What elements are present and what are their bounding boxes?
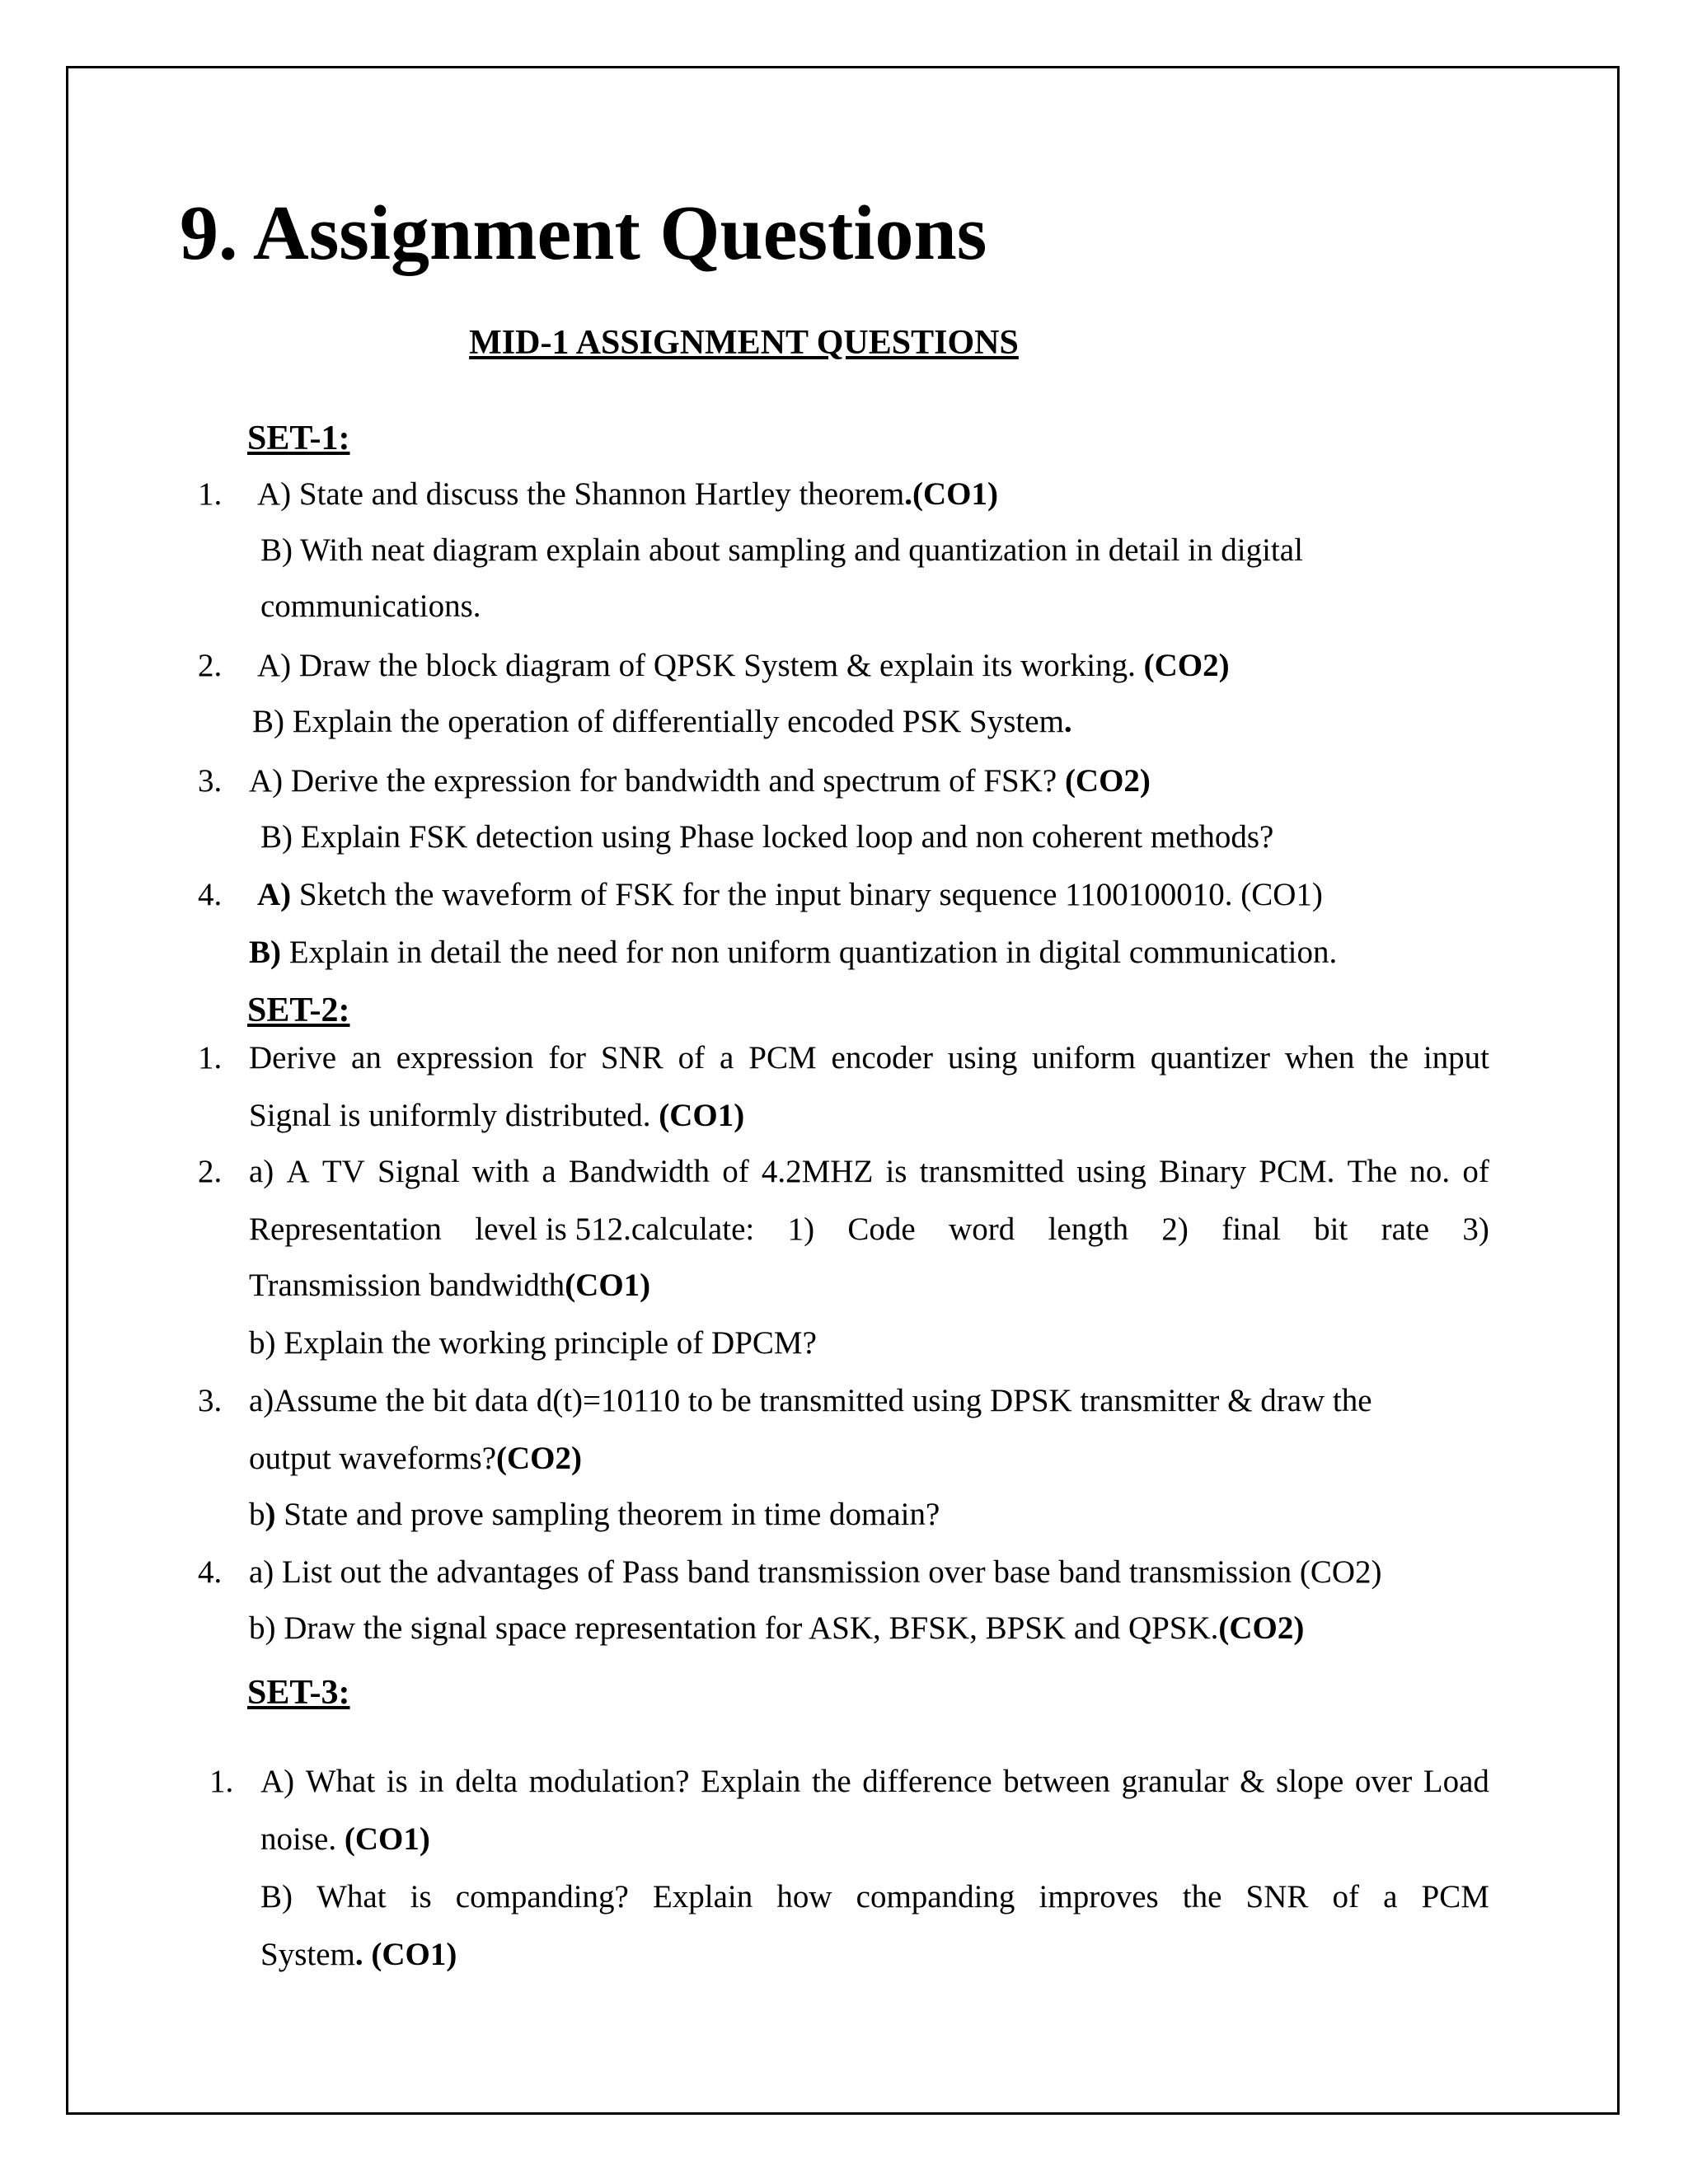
word: Code: [847, 1212, 916, 1247]
word: a): [249, 1154, 274, 1189]
set2-q2-line3: Transmission bandwidth(CO1): [249, 1268, 651, 1303]
word: over: [1354, 1764, 1413, 1799]
word: the: [812, 1764, 851, 1799]
set2-q4-number: 4.: [198, 1554, 223, 1590]
word: granular: [1121, 1764, 1229, 1799]
word: rate: [1381, 1212, 1430, 1247]
word: A: [286, 1154, 310, 1189]
set1-q1-part-b-cont: communications.: [260, 588, 481, 624]
set1-q2-number: 2.: [198, 648, 223, 683]
set1-q1-part-a: A) State and discuss the Shannon Hartley theorem.(CO1): [257, 476, 998, 512]
word: B): [260, 1879, 293, 1915]
word: word: [949, 1212, 1015, 1247]
word: What: [316, 1879, 387, 1915]
set2-label: SET-2:: [247, 991, 350, 1029]
word: companding?: [455, 1879, 629, 1915]
set3-q1-line2: noise. (CO1): [260, 1821, 430, 1857]
set1-q3-part-b: B) Explain FSK detection using Phase locked loop and non coherent methods?: [260, 819, 1274, 855]
word: Bandwidth: [568, 1154, 710, 1189]
set1-q2-part-a: A) Draw the block diagram of QPSK System & explain its working. (CO2): [257, 648, 1230, 683]
word: slope: [1276, 1764, 1344, 1799]
word: is: [386, 1764, 408, 1799]
word: is: [410, 1879, 432, 1915]
word: expression: [396, 1040, 534, 1076]
word: PCM: [748, 1040, 817, 1076]
set3-q1-part-b: [260, 1879, 1489, 1916]
word: input: [1423, 1040, 1489, 1076]
word: delta: [455, 1764, 518, 1799]
page-border: [66, 66, 1620, 2115]
set2-q1-number: 1.: [198, 1040, 223, 1076]
set2-q3-part-b: b) State and prove sampling theorem in time domain?: [249, 1497, 940, 1532]
word: PCM: [1421, 1879, 1489, 1915]
set1-q4-part-a: A) Sketch the waveform of FSK for the input binary sequence 1100100010. (CO1): [257, 877, 1323, 912]
set2-q4-part-b: b) Draw the signal space representation for ASK, BFSK, BPSK and QPSK.(CO2): [249, 1610, 1305, 1646]
page-title: 9. Assignment Questions: [180, 190, 987, 276]
set2-q2-line2: [249, 1212, 1489, 1249]
word: Explain: [652, 1879, 753, 1915]
word: 4.2MHZ: [761, 1154, 874, 1189]
set1-q3-number: 3.: [198, 763, 223, 799]
set3-q1-part-b-cont: System. (CO1): [260, 1937, 457, 1972]
word: uniform: [1032, 1040, 1136, 1076]
word: with: [471, 1154, 530, 1189]
word: the: [1182, 1879, 1222, 1915]
set1-q4-part-b: B) Explain in detail the need for non uniform quantization in digital communication.: [249, 935, 1338, 970]
word: the: [1369, 1040, 1409, 1076]
set2-q2-line1: [249, 1154, 1489, 1191]
word: when: [1284, 1040, 1355, 1076]
section-subtitle: MID-1 ASSIGNMENT QUESTIONS: [469, 324, 1019, 362]
set2-q4-part-a: a) List out the advantages of Pass band transmission over base band transmission (CO2): [249, 1554, 1382, 1590]
word: in: [419, 1764, 444, 1799]
word: PCM.: [1259, 1154, 1335, 1189]
word: 2): [1161, 1212, 1189, 1247]
word: Explain: [701, 1764, 801, 1799]
word: of: [678, 1040, 706, 1076]
word: level is 512.calculate:: [475, 1212, 755, 1247]
word: using: [947, 1040, 1018, 1076]
word: Signal: [377, 1154, 460, 1189]
word: 3): [1462, 1212, 1489, 1247]
word: no.: [1409, 1154, 1451, 1189]
set2-q1-line1: [249, 1040, 1489, 1077]
set1-q4-number: 4.: [198, 877, 223, 912]
word: final: [1221, 1212, 1281, 1247]
word: a: [720, 1040, 734, 1076]
word: difference: [862, 1764, 992, 1799]
word: modulation?: [528, 1764, 690, 1799]
word: how: [776, 1879, 832, 1915]
set1-q1-part-b: B) With neat diagram explain about sampling and quantization in detail in digital: [260, 532, 1303, 568]
set1-q2-part-b: B) Explain the operation of differentially encoded PSK System.: [252, 704, 1072, 739]
word: transmitted: [919, 1154, 1065, 1189]
word: SNR: [600, 1040, 663, 1076]
word: A): [260, 1764, 295, 1799]
set2-q1-line2: Signal is uniformly distributed. (CO1): [249, 1098, 745, 1133]
word: encoder: [831, 1040, 933, 1076]
set1-q1-number: 1.: [198, 476, 223, 512]
word: an: [351, 1040, 382, 1076]
word: is: [885, 1154, 907, 1189]
set2-q2-number: 2.: [198, 1154, 223, 1189]
word: &: [1240, 1764, 1265, 1799]
word: improves: [1039, 1879, 1159, 1915]
set3-q1-number: 1.: [209, 1764, 234, 1799]
word: bit: [1314, 1212, 1348, 1247]
set1-label: SET-1:: [247, 419, 350, 457]
word: for: [548, 1040, 586, 1076]
set3-q1-line1: [260, 1764, 1489, 1801]
set2-q3-number: 3.: [198, 1383, 223, 1418]
word: SNR: [1245, 1879, 1309, 1915]
word: What: [305, 1764, 376, 1799]
word: quantizer: [1150, 1040, 1270, 1076]
word: length: [1048, 1212, 1129, 1247]
set2-q3-line1: a)Assume the bit data d(t)=10110 to be transmitted using DPSK transmitter & draw the: [249, 1383, 1372, 1418]
word: TV: [321, 1154, 365, 1189]
word: using: [1076, 1154, 1146, 1189]
word: a: [542, 1154, 556, 1189]
set2-q3-line2: output waveforms?(CO2): [249, 1441, 582, 1476]
word: of: [1462, 1154, 1489, 1189]
word: of: [722, 1154, 749, 1189]
word: of: [1332, 1879, 1359, 1915]
set2-q2-part-b: b) Explain the working principle of DPCM?: [249, 1325, 817, 1361]
word: Derive: [249, 1040, 337, 1076]
set1-q3-part-a: A) Derive the expression for bandwidth and spectrum of FSK? (CO2): [249, 763, 1151, 799]
word: companding: [856, 1879, 1015, 1915]
word: 1): [787, 1212, 815, 1247]
set3-label: SET-3:: [247, 1674, 350, 1712]
word: Binary: [1158, 1154, 1247, 1189]
word: between: [1003, 1764, 1111, 1799]
word: Representation: [249, 1212, 442, 1247]
word: The: [1347, 1154, 1398, 1189]
word: Load: [1423, 1764, 1489, 1799]
word: a: [1383, 1879, 1398, 1915]
